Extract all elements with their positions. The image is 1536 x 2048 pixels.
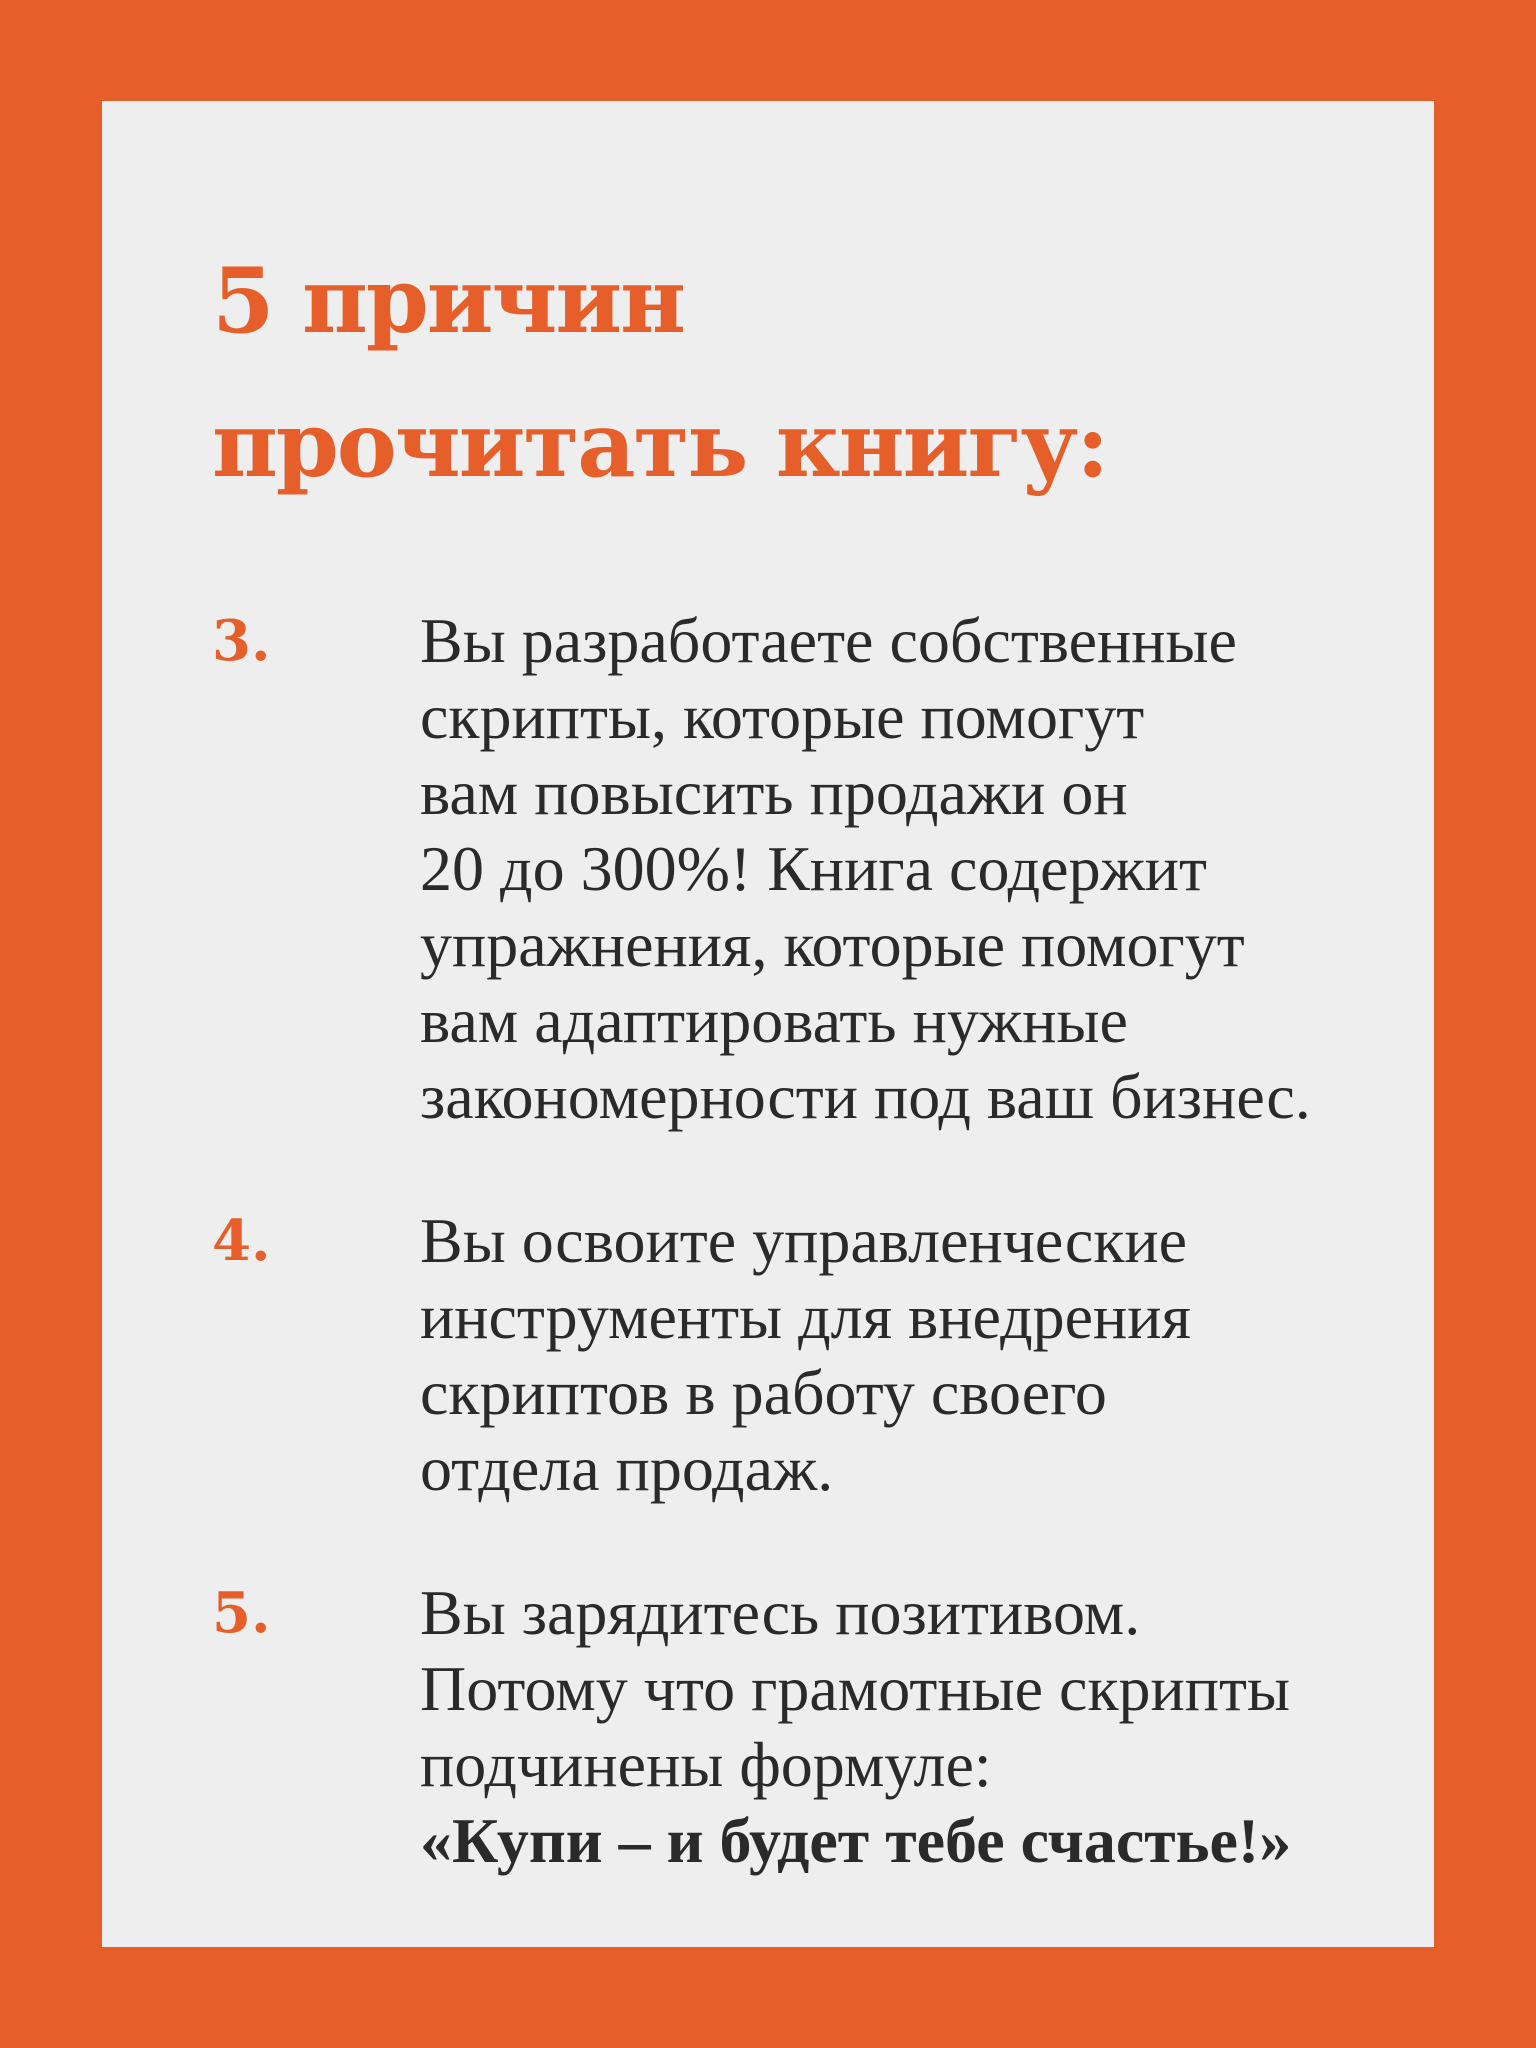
text-line: закономерности под ваш бизнес.	[420, 1061, 1311, 1132]
content-panel	[102, 101, 1434, 1947]
reason-text	[420, 603, 1420, 1135]
reason-text	[420, 1203, 1420, 1507]
text-line: инструменты для внедрения	[420, 1281, 1191, 1352]
text-line: 20 до 300%! Книга содержит	[420, 833, 1207, 904]
reason-number: 5.	[212, 1580, 271, 1646]
text-line: подчинены формуле:	[420, 1729, 992, 1800]
text-line: упражнения, которые помогут	[420, 909, 1245, 980]
reason-number: 4.	[212, 1208, 271, 1274]
text-line: скрипты, которые помогут	[420, 681, 1145, 752]
page-title	[212, 229, 1107, 517]
text-line: Вы освоите управленческие	[420, 1205, 1188, 1276]
text-line: отдела продаж.	[420, 1433, 834, 1504]
title-line-1: 5 причин	[212, 248, 685, 354]
text-line: вам повысить продажи он	[420, 757, 1128, 828]
text-line: Вы разработаете собственные	[420, 605, 1237, 676]
reason-text	[420, 1575, 1420, 1879]
reason-number: 3.	[212, 608, 271, 674]
text-line: вам адаптировать нужные	[420, 985, 1128, 1056]
text-line: Вы зарядитесь позитивом.	[420, 1577, 1141, 1648]
quote-line: «Купи – и будет тебе счастье!»	[420, 1805, 1292, 1876]
text-line: Потому что грамотные скрипты	[420, 1653, 1290, 1724]
title-line-2: прочитать книгу:	[212, 392, 1108, 498]
text-line: скриптов в работу своего	[420, 1357, 1107, 1428]
